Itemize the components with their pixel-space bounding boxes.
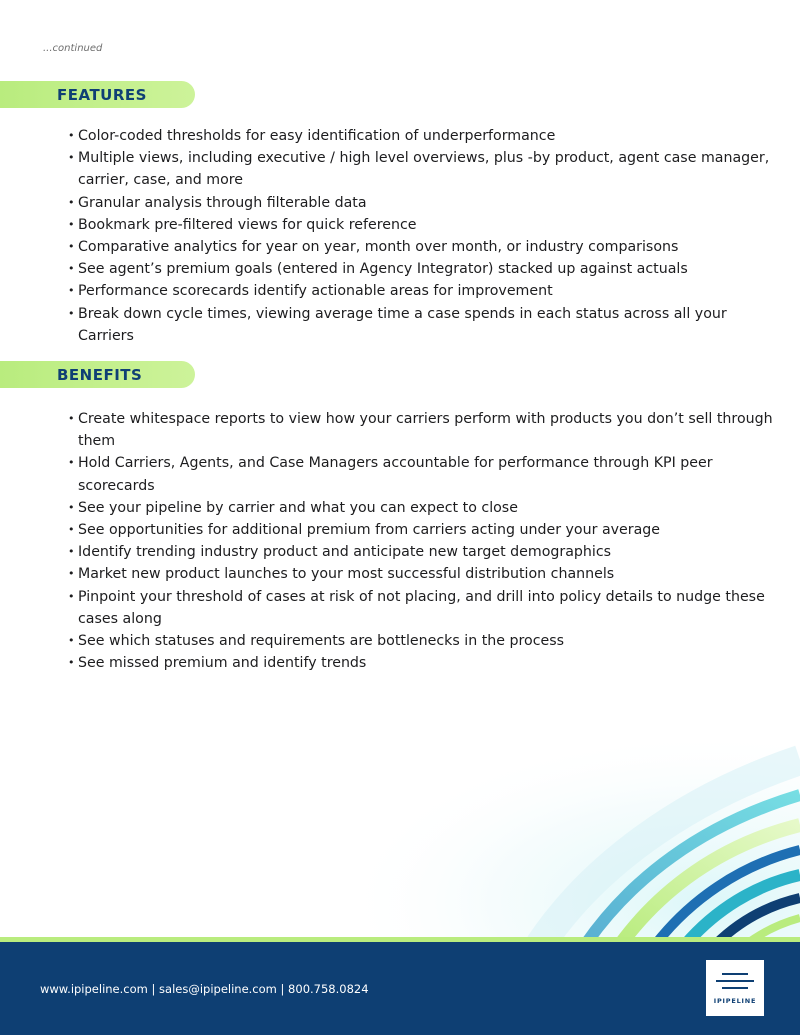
features-item: • See agent’s premium goals (entered in Agency Integrator) stacked up against actuals [68, 258, 780, 280]
benefits-item: • Identify trending industry product and anticipate new target demographics [68, 541, 780, 563]
features-item: • Bookmark pre-filtered views for quick reference [68, 214, 780, 236]
logo-wordmark: IPIPELINE [713, 997, 757, 1005]
benefits-item: • Pinpoint your threshold of cases at risk of not placing, and drill into policy details to nudge these cases along [68, 586, 780, 630]
benefits-heading: BENEFITS [57, 366, 143, 384]
features-list [68, 125, 780, 347]
features-heading-pill [0, 81, 195, 108]
benefits-item: • See your pipeline by carrier and what you can expect to close [68, 497, 780, 519]
footer-contact: www.ipipeline.com | sales@ipipeline.com | 800.758.0824 [40, 982, 369, 996]
benefits-item: • See which statuses and requirements are bottlenecks in the process [68, 630, 780, 652]
ipipeline-logo [706, 960, 764, 1016]
features-item: • Multiple views, including executive / high level overviews, plus -by product, agent case manager, carrier, case, and more [68, 147, 780, 191]
features-item: • Color-coded thresholds for easy identification of underperformance [68, 125, 780, 147]
logo-lines-icon [716, 972, 754, 992]
benefits-item: • Hold Carriers, Agents, and Case Managers accountable for performance through KPI peer scorecards [68, 452, 780, 496]
footer [0, 942, 800, 1035]
features-heading: FEATURES [57, 86, 147, 104]
continued-label: ...continued [43, 43, 103, 54]
benefits-heading-pill [0, 361, 195, 388]
features-item: • Performance scorecards identify actionable areas for improvement [68, 280, 780, 302]
features-item: • Granular analysis through filterable data [68, 192, 780, 214]
benefits-item: • Market new product launches to your most successful distribution channels [68, 563, 780, 585]
benefits-item: • Create whitespace reports to view how your carriers perform with products you don’t sell through them [68, 408, 780, 452]
features-item: • Break down cycle times, viewing average time a case spends in each status across all your Carriers [68, 303, 780, 347]
features-item: • Comparative analytics for year on year, month over month, or industry comparisons [68, 236, 780, 258]
benefits-list [68, 408, 780, 674]
benefits-item: • See opportunities for additional premium from carriers acting under your average [68, 519, 780, 541]
benefits-item: • See missed premium and identify trends [68, 652, 780, 674]
decorative-swoosh-graphic [340, 730, 800, 945]
